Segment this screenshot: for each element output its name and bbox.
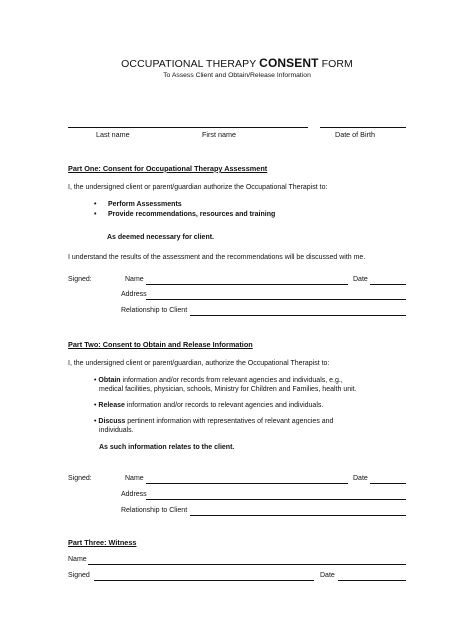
part-two-release-item: • Release information and/or records to relevant agencies and individuals. — [94, 402, 324, 409]
part-three-signed-label: Signed — [68, 572, 90, 579]
part-two-address-label: Address — [121, 491, 147, 498]
part-two-name-label: Name — [125, 475, 144, 482]
last-name-label: Last name — [96, 130, 130, 139]
part-three-name-line[interactable] — [88, 564, 406, 565]
part-two-discuss-item: • Discuss pertinent information with representatives of relevant agencies and — [94, 418, 334, 425]
part-three-signed-line[interactable] — [94, 580, 314, 581]
part-three-name-label: Name — [68, 556, 87, 563]
part-two-obtain-item: • Obtain information and/or records from relevant agencies and individuals, e.g., — [94, 377, 343, 384]
part-one-heading: Part One: Consent for Occupational Therapy Assessment — [68, 164, 268, 173]
client-name-line[interactable] — [68, 127, 308, 128]
part-one-necessary: As deemed necessary for client. — [107, 234, 214, 241]
part-one-intro: I, the undersigned client or parent/guardian authorize the Occupational Therapist to: — [68, 184, 328, 191]
part-two-relates: As such information relates to the client. — [99, 444, 235, 451]
form-title — [0, 56, 474, 70]
part-two-heading: Part Two: Consent to Obtain and Release Information — [68, 340, 253, 349]
part-one-relationship-label: Relationship to Client — [121, 307, 188, 314]
part-two-relationship-label: Relationship to Client — [121, 507, 188, 514]
form-subtitle: To Assess Client and Obtain/Release Information — [163, 72, 311, 79]
part-one-name-label: Name — [125, 276, 144, 283]
part-three-date-label: Date — [320, 572, 335, 579]
form-title-suffix: FORM — [318, 58, 353, 70]
first-name-label: First name — [202, 130, 236, 139]
part-one-address-label: Address — [121, 291, 147, 298]
part-one-date-label: Date — [353, 276, 368, 283]
part-one-address-line[interactable] — [146, 299, 406, 300]
dob-line[interactable] — [320, 127, 406, 128]
part-two-intro: I, the undersigned client or parent/guardian, authorize the Occupational Therapist to: — [68, 360, 330, 367]
part-three-heading: Part Three: Witness — [68, 538, 137, 547]
part-one-bullet-2: • Provide recommendations, resources and training — [94, 211, 276, 218]
part-two-signed-label: Signed: — [68, 475, 92, 482]
dob-label: Date of Birth — [335, 130, 375, 139]
part-one-relationship-line[interactable] — [190, 315, 406, 316]
part-two-relationship-line[interactable] — [190, 515, 406, 516]
part-two-date-label: Date — [353, 475, 368, 482]
part-two-obtain-line2: medical facilities, physician, schools, Ministry for Children and Families, health unit. — [99, 386, 357, 393]
part-one-understand: I understand the results of the assessment and the recommendations will be discussed with me. — [68, 254, 366, 261]
part-three-date-line[interactable] — [338, 580, 406, 581]
part-two-name-line[interactable] — [146, 483, 348, 484]
form-title-strong: CONSENT — [259, 56, 319, 70]
part-one-name-line[interactable] — [146, 284, 348, 285]
part-two-date-line[interactable] — [370, 483, 406, 484]
part-two-discuss-line2: individuals. — [99, 427, 134, 434]
form-title-prefix: OCCUPATIONAL THERAPY — [121, 58, 260, 70]
part-one-bullet-1: • Perform Assessments — [94, 201, 182, 208]
part-one-signed-label: Signed: — [68, 276, 92, 283]
part-two-address-line[interactable] — [146, 499, 406, 500]
part-one-date-line[interactable] — [370, 284, 406, 285]
